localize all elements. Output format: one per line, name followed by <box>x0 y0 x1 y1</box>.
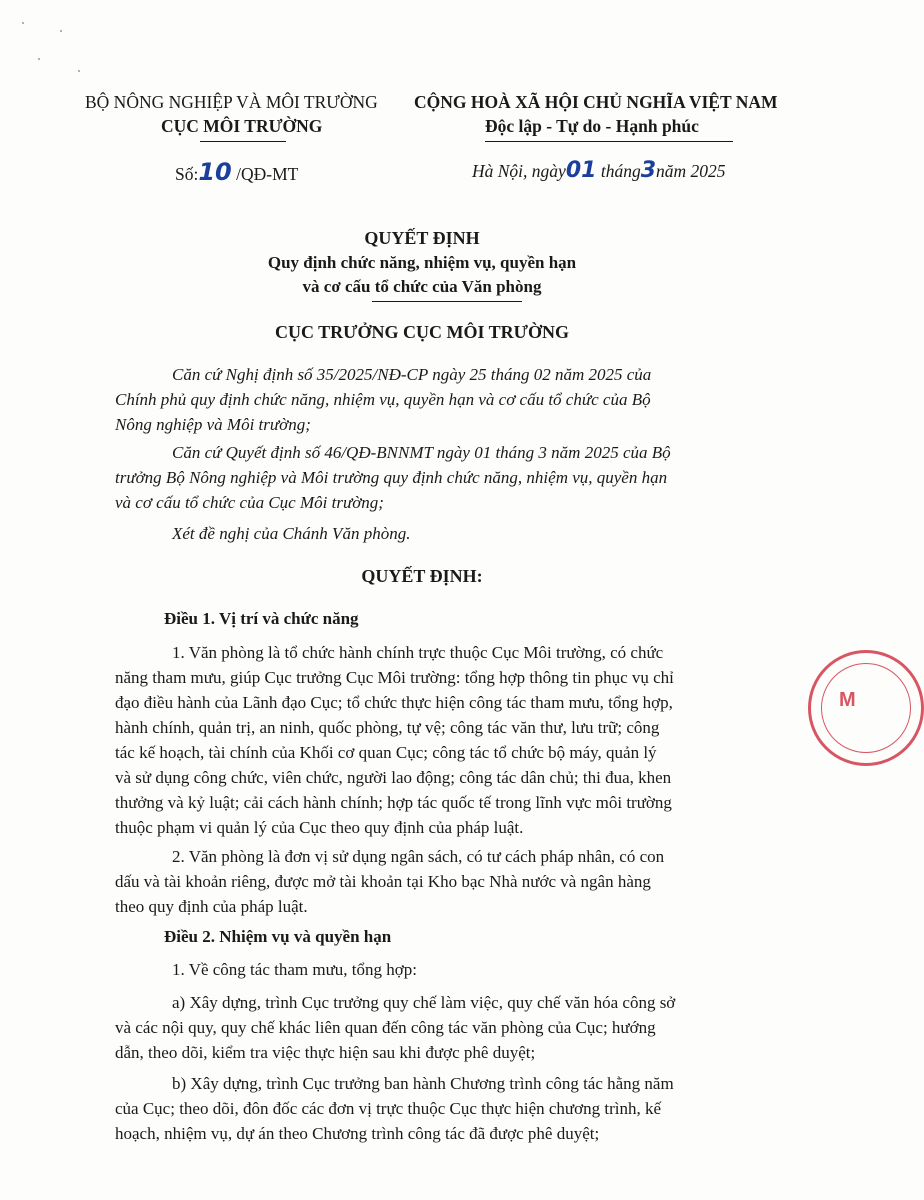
date-prefix: Hà Nội, ngày <box>472 161 566 181</box>
ministry-name: BỘ NÔNG NGHIỆP VÀ MÔI TRƯỜNG <box>85 92 378 112</box>
issue-date <box>472 158 726 183</box>
article-2-heading: Điều 2. Nhiệm vụ và quyền hạn <box>164 927 392 946</box>
scan-speck <box>78 70 80 72</box>
decision-heading: QUYẾT ĐỊNH: <box>361 566 483 586</box>
article-1-line: thưởng và kỷ luật; cải cách hành chính; hợp tác quốc tế trong lĩnh vực môi trường <box>115 793 672 812</box>
document-title: QUYẾT ĐỊNH <box>364 228 480 248</box>
scan-speck <box>38 58 40 60</box>
preamble-line: Nông nghiệp và Môi trường; <box>115 415 311 434</box>
article-1-line: thuộc phạm vi quản lý của Cục theo quy định của pháp luật. <box>115 818 524 837</box>
preamble-line: Căn cứ Nghị định số 35/2025/NĐ-CP ngày 25 tháng 02 năm 2025 của <box>172 365 652 384</box>
issuing-authority: CỤC TRƯỞNG CỤC MÔI TRƯỜNG <box>274 322 569 342</box>
motto: Độc lập - Tự do - Hạnh phúc <box>485 116 699 136</box>
scan-speck <box>22 22 24 24</box>
date-month-handwritten: 3 <box>640 158 657 183</box>
title-subtitle-1: Quy định chức năng, nhiệm vụ, quyền hạn <box>267 253 577 272</box>
number-handwritten: 10 <box>198 158 232 186</box>
date-year: năm 2025 <box>656 161 726 181</box>
country-name: CỘNG HOÀ XÃ HỘI CHỦ NGHĨA VIỆT NAM <box>414 92 778 112</box>
preamble-line: trưởng Bộ Nông nghiệp và Môi trường quy định chức năng, nhiệm vụ, quyền hạn <box>115 468 668 487</box>
article-1-line: theo quy định của pháp luật. <box>115 897 308 916</box>
article-2-line: của Cục; theo dõi, đôn đốc các đơn vị trực thuộc Cục thực hiện chương trình, kế <box>115 1099 662 1118</box>
title-underline <box>372 301 522 302</box>
title-subtitle-2: và cơ cấu tổ chức của Văn phòng <box>302 277 542 296</box>
article-2-line: và các nội quy, quy chế khác liên quan đến công tác văn phòng của Cục; hướng <box>115 1018 656 1037</box>
article-1-line: đạo điều hành của Lãnh đạo Cục; tổ chức thực hiện công tác tham mưu, tổng hợp, <box>115 693 673 712</box>
article-1-line: và sử dụng công chức, viên chức, người lao động; công tác dân chủ; thi đua, khen <box>115 768 672 787</box>
article-2-line: 1. Về công tác tham mưu, tổng hợp: <box>172 960 417 979</box>
article-1-line: 2. Văn phòng là đơn vị sử dụng ngân sách, có tư cách pháp nhân, có con <box>172 847 665 866</box>
article-2-line: hoạch, nhiệm vụ, dự án theo Chương trình công tác đã được phê duyệt; <box>115 1124 600 1143</box>
preamble-line: Chính phủ quy định chức năng, nhiệm vụ, quyền hạn và cơ cấu tổ chức của Bộ <box>115 390 651 409</box>
article-1-line: 1. Văn phòng là tổ chức hành chính trực thuộc Cục Môi trường, có chức <box>172 643 664 662</box>
article-2-line: dẫn, theo dõi, kiểm tra việc thực hiện sau khi được phê duyệt; <box>115 1043 536 1062</box>
agency-name: CỤC MÔI TRƯỜNG <box>161 116 323 136</box>
document-number <box>175 158 298 186</box>
agency-underline <box>200 141 286 142</box>
article-2-line: a) Xây dựng, trình Cục trưởng quy chế làm việc, quy chế văn hóa công sở <box>172 993 676 1012</box>
motto-underline <box>485 141 733 142</box>
article-1-line: tác kế hoạch, tài chính của Khối cơ quan Cục; công tác tổ chức bộ máy, quản lý <box>115 743 657 762</box>
official-seal-stamp <box>808 650 924 766</box>
article-1-line: hành chính, quản trị, an ninh, quốc phòng, tự vệ; công tác văn thư, lưu trữ; công <box>115 718 660 737</box>
article-1-line: năng tham mưu, giúp Cục trưởng Cục Môi trường: tổng hợp thông tin phục vụ chỉ <box>115 668 674 687</box>
preamble-line: Xét đề nghị của Chánh Văn phòng. <box>172 524 411 543</box>
article-2-line: b) Xây dựng, trình Cục trưởng ban hành Chương trình công tác hằng năm <box>172 1074 674 1093</box>
seal-inner-ring <box>821 663 911 753</box>
seal-letter: M <box>839 689 856 711</box>
date-month-word: tháng <box>600 161 641 181</box>
preamble-line: và cơ cấu tổ chức của Cục Môi trường; <box>115 493 384 512</box>
preamble-line: Căn cứ Quyết định số 46/QĐ-BNNMT ngày 01 tháng 3 năm 2025 của Bộ <box>172 443 671 462</box>
article-1-line: dấu và tài khoản riêng, được mở tài khoản tại Kho bạc Nhà nước và ngân hàng <box>115 872 651 891</box>
number-suffix: /QĐ-MT <box>236 164 299 184</box>
number-prefix: Số: <box>175 164 199 184</box>
scan-speck <box>60 30 62 32</box>
date-day-handwritten: 01 <box>565 158 597 183</box>
article-1-heading: Điều 1. Vị trí và chức năng <box>164 609 359 628</box>
